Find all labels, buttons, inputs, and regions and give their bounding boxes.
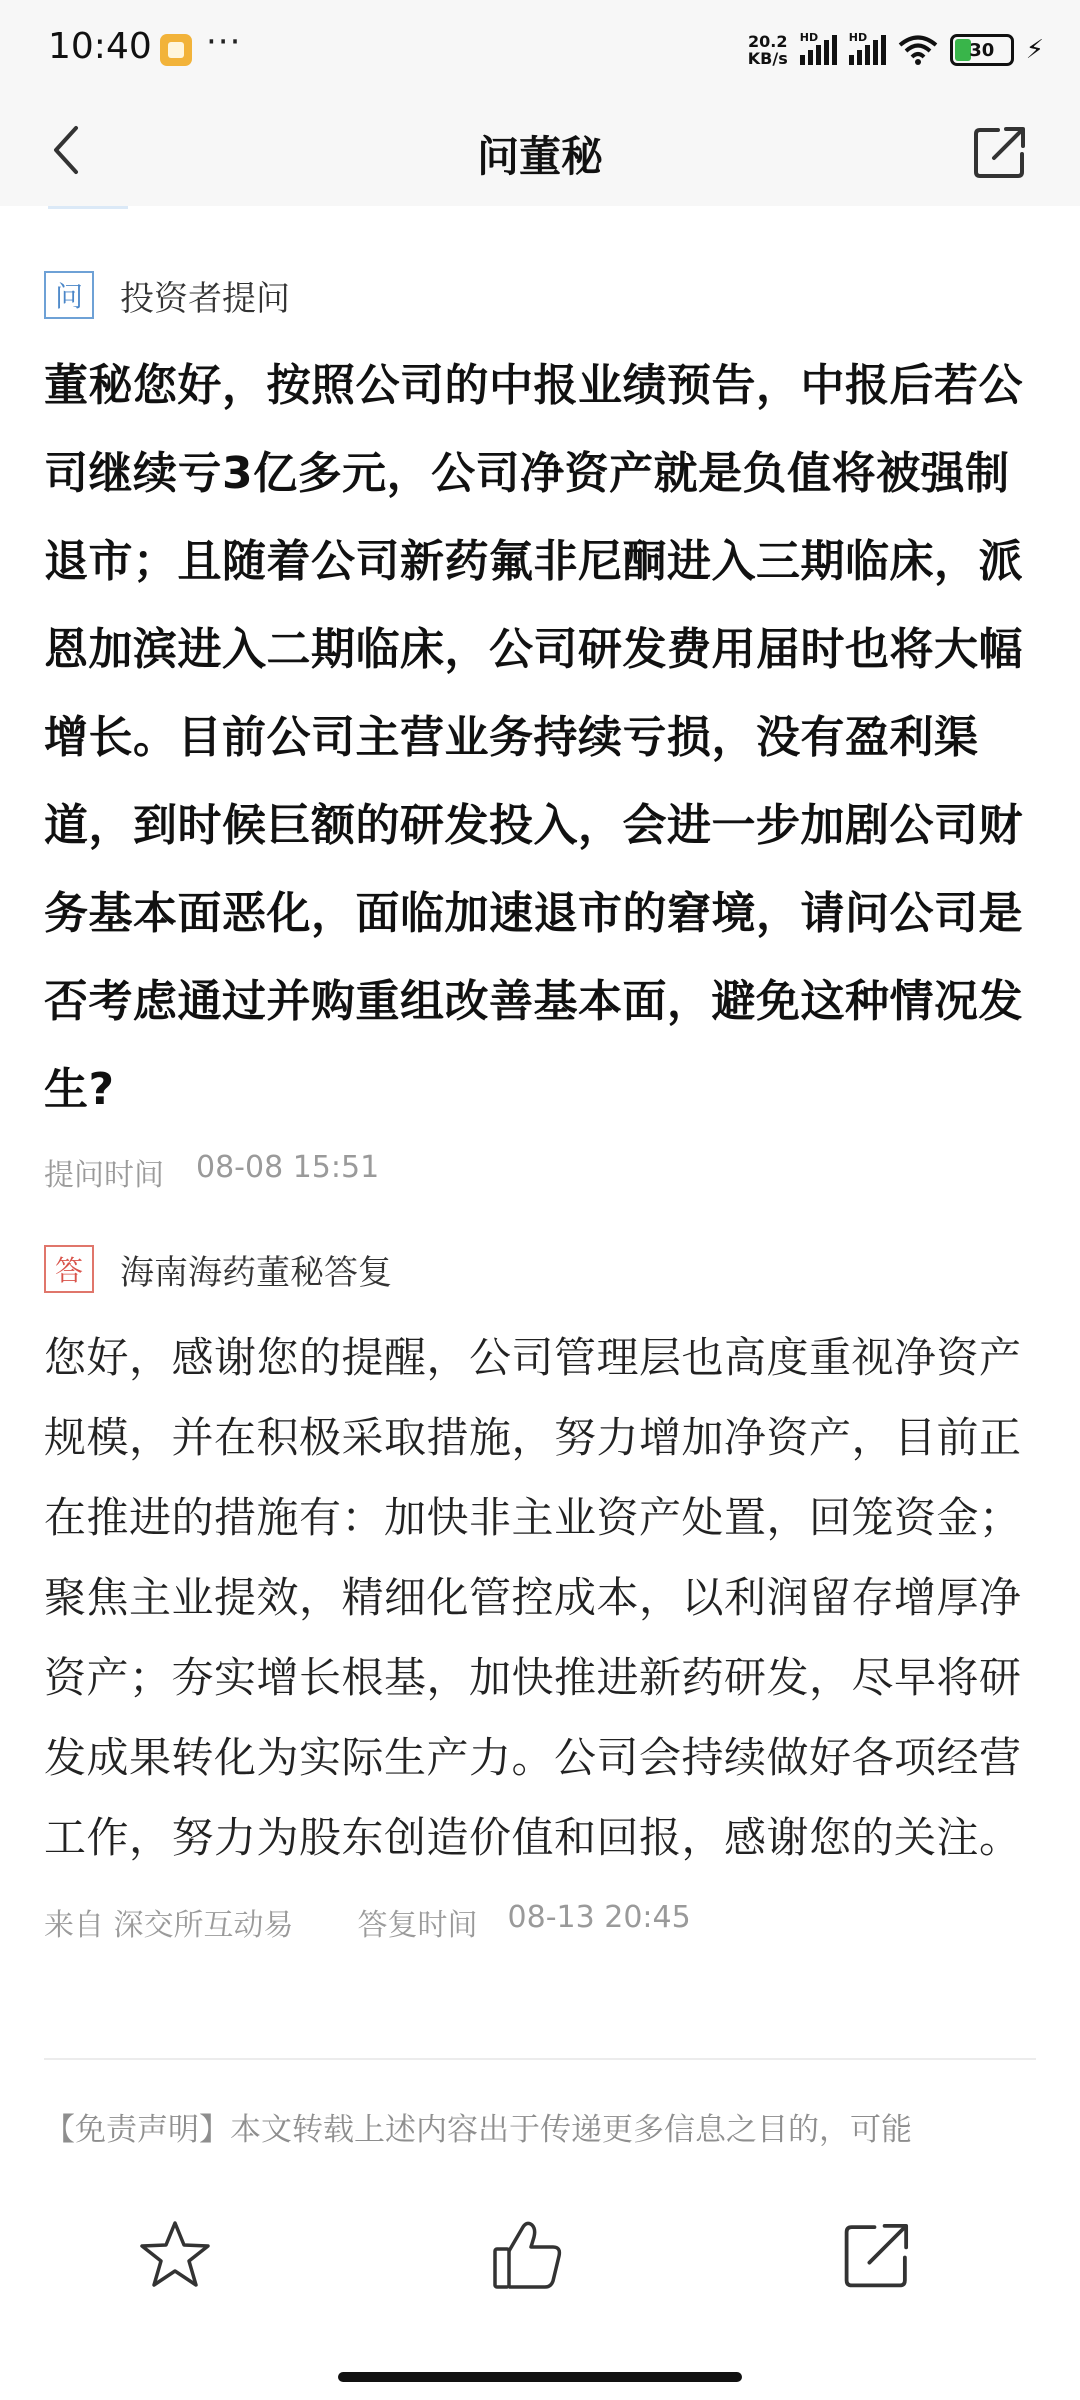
battery-icon	[950, 34, 1014, 66]
header-accent-line	[48, 206, 128, 209]
qa-content	[44, 270, 1034, 1944]
charging-icon: ⚡	[1025, 35, 1044, 65]
network-speed	[748, 33, 788, 67]
answer-header	[44, 1244, 1034, 1294]
share-icon	[970, 122, 1030, 182]
status-indicators	[748, 28, 1044, 72]
favorite-button[interactable]	[130, 2210, 220, 2300]
question-time-label: 提问时间	[44, 1158, 164, 1193]
answer-text: 您好，感谢您的提醒，公司管理层也高度重视净资产规模，并在积极采取措施，努力增加净资产，目前正在推进的措施有：加快非主业资产处置，回笼资金；聚焦主业提效，精细化管控成本，以利润留存增厚净资产；夯实增长根基，加快推进新药研发，尽早将研发成果转化为实际生产力。公司会持续做好各项经营工作，努力为股东创造价值和回报，感谢您的关注。	[44, 1333, 1022, 1862]
status-bar	[0, 0, 1080, 96]
network-speed-unit: KB/s	[747, 49, 788, 68]
hd-label: HD	[799, 31, 819, 44]
answer-label: 海南海药董秘答复	[120, 1252, 392, 1293]
share-button[interactable]	[970, 122, 1030, 182]
question-time: 08-08 15:51	[196, 1150, 380, 1185]
question-text: 董秘您好，按照公司的中报业绩预告，中报后若公司继续亏3亿多元，公司净资产就是负值将被强制退市；且随着公司新药氟非尼酮进入三期临床，派恩加滨进入二期临床，公司研发费用届时也将大幅增长。目前公司主营业务持续亏损，没有盈利渠道，到时候巨额的研发投入，会进一步加剧公司财务基本面恶化，面临加速退市的窘境，请问公司是否考虑通过并购重组改善基本面，避免这种情况发生?	[44, 360, 1023, 1115]
home-indicator[interactable]	[338, 2372, 742, 2382]
network-speed-value: 20.2	[748, 32, 788, 51]
like-button[interactable]	[482, 2210, 572, 2300]
signal-1-icon	[799, 31, 837, 65]
disclaimer-text: 【免责声明】本文转载上述内容出于传递更多信息之目的，可能	[44, 2112, 912, 2148]
question-tag: 问	[44, 271, 94, 319]
answer-source: 来自 深交所互动易	[44, 1908, 294, 1943]
star-icon	[135, 2215, 215, 2295]
bottom-action-bar	[0, 2200, 1080, 2320]
battery-level: 30	[969, 39, 995, 61]
share-icon	[839, 2217, 915, 2293]
thumbs-up-icon	[487, 2215, 567, 2295]
question-label: 投资者提问	[120, 278, 290, 319]
answer-time-label: 答复时间	[357, 1908, 478, 1943]
divider	[44, 2058, 1036, 2060]
answer-meta	[44, 1900, 1034, 1944]
question-header	[44, 270, 1034, 320]
more-notifications-icon: ···	[206, 22, 242, 62]
answer-time: 08-13 20:45	[507, 1900, 691, 1935]
nav-bar	[0, 96, 1080, 206]
page-title: 问董秘	[476, 132, 603, 181]
notification-app-icon	[160, 34, 192, 66]
answer-tag: 答	[44, 1245, 94, 1293]
signal-2-icon	[848, 31, 886, 65]
question-meta	[44, 1150, 1034, 1194]
bottom-share-button[interactable]	[832, 2210, 922, 2300]
wifi-icon	[898, 34, 938, 66]
status-time: 10:40	[48, 26, 152, 67]
hd-label-2: HD	[848, 31, 868, 44]
